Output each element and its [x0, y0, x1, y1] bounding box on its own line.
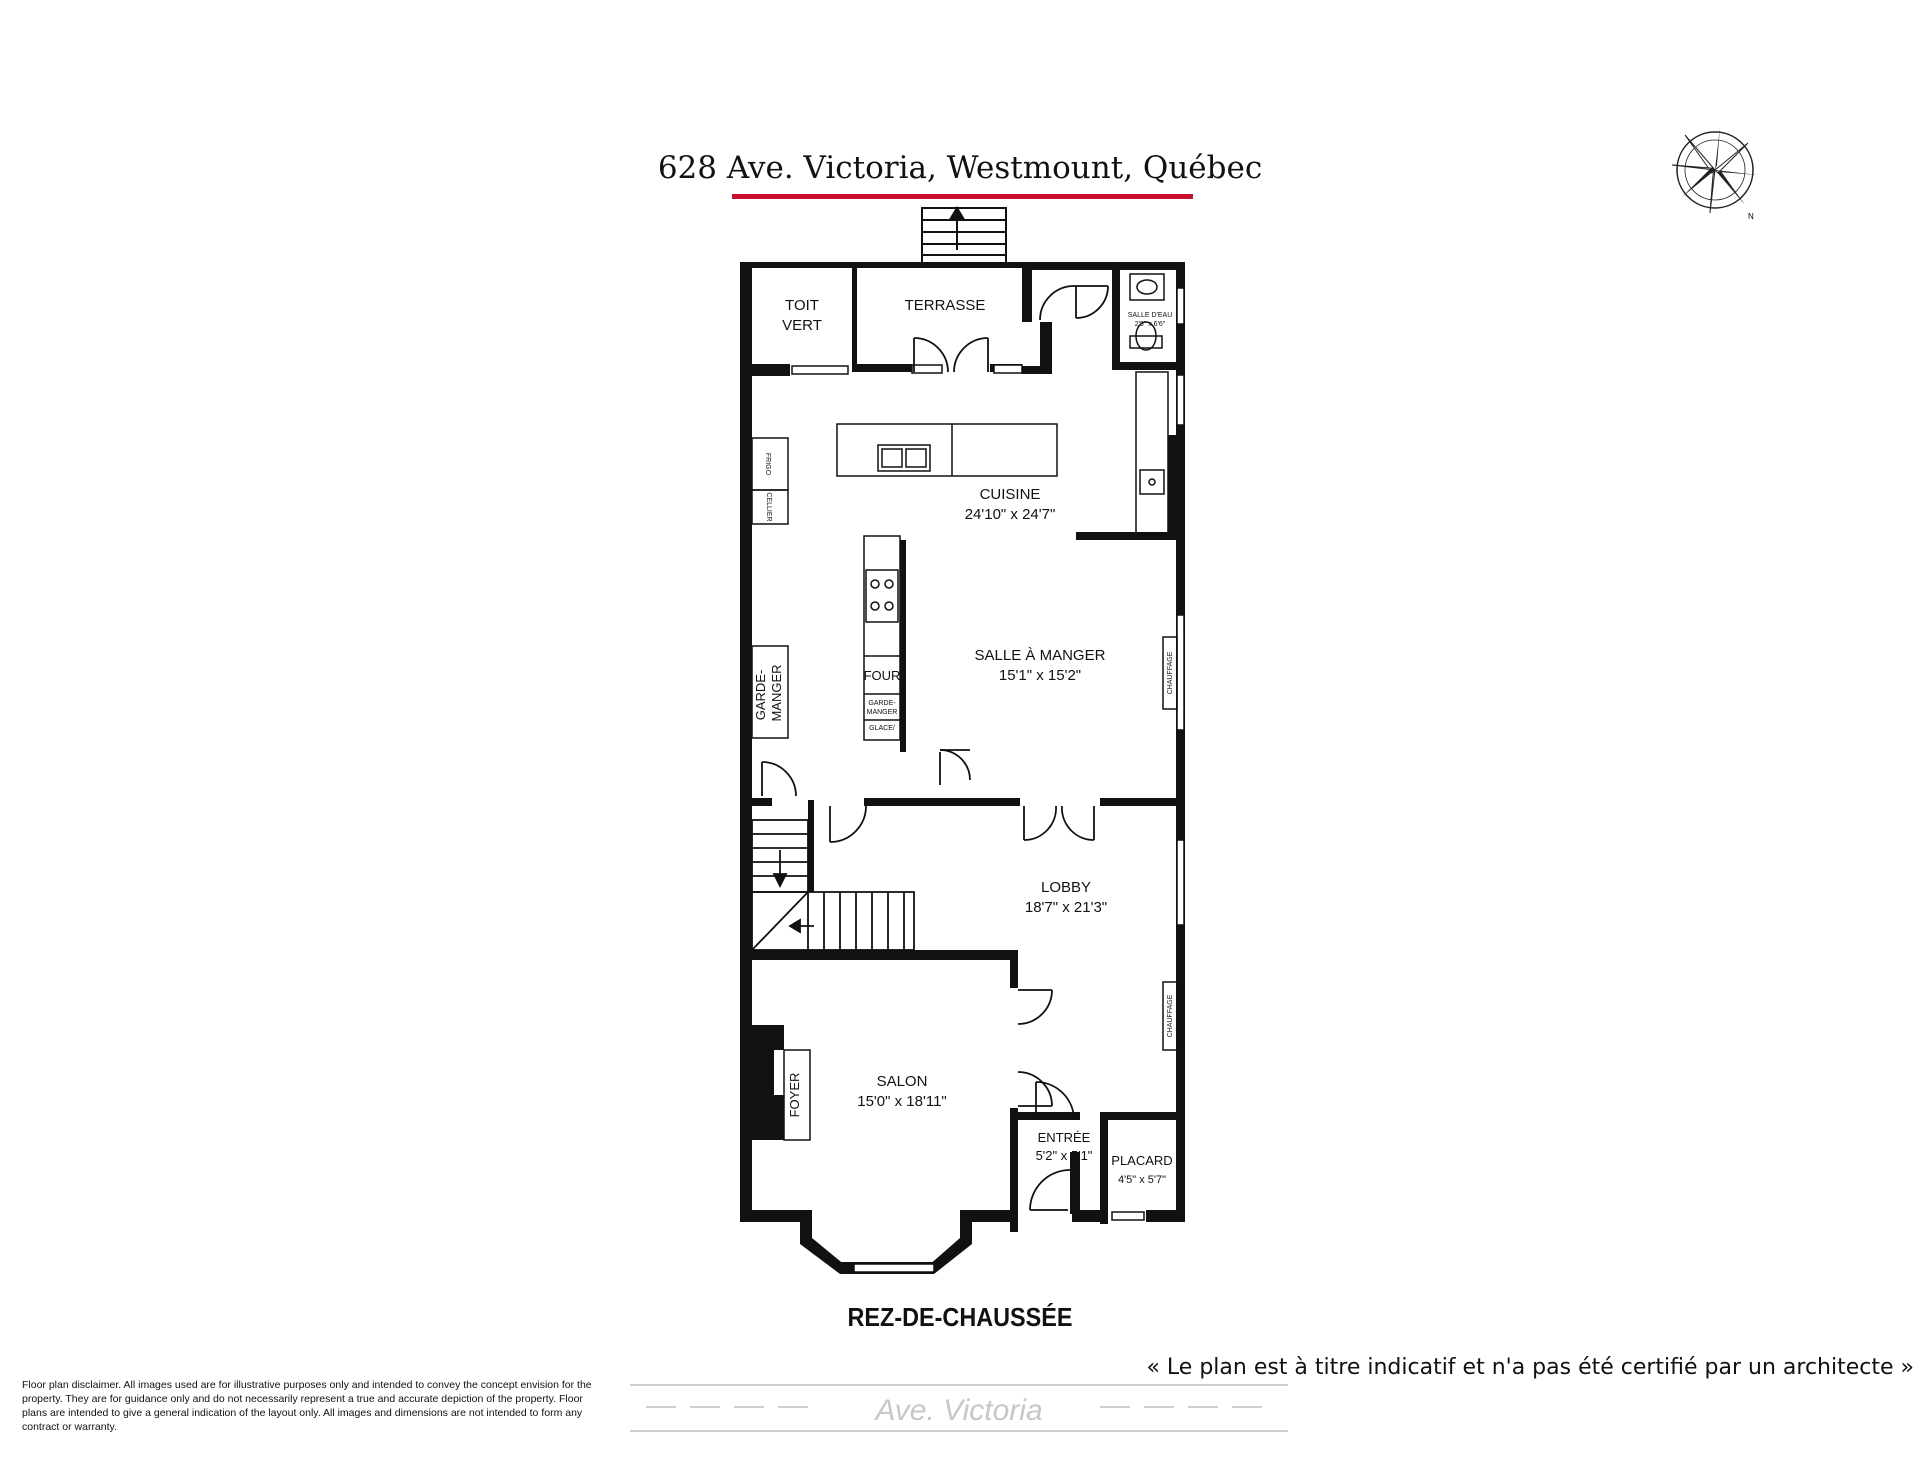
room-label-salon: SALON — [876, 1073, 928, 1090]
garde-manger-label-1: GARDE- — [753, 669, 768, 721]
room-dims-lobby: 18'7" x 21'3" — [1024, 899, 1108, 916]
cellier-label: CELLIER — [765, 492, 772, 522]
street-dash — [1100, 1406, 1130, 1408]
room-label-toit-vert-2: VERT — [782, 317, 822, 334]
garde-manger-label-2: MANGER — [769, 664, 784, 722]
windows — [792, 288, 1184, 1272]
room-label-lobby: LOBBY — [1040, 879, 1092, 896]
room-dims-entree: 5'2" x 5'1" — [1035, 1148, 1093, 1163]
street-line-bottom — [630, 1430, 1288, 1432]
room-label-salle-a-manger: SALLE À MANGER — [974, 647, 1106, 664]
compass-north-label: N — [1748, 212, 1754, 221]
chauffage-label-2: CHAUFFAGE — [1167, 994, 1174, 1038]
glace-label: GLACE/ — [869, 725, 895, 732]
interior-stairs — [752, 820, 914, 950]
room-label-placard: PLACARD — [1111, 1153, 1173, 1168]
disclaimer-english: Floor plan disclaimer. All images used are for illustrative purposes only and intended to convey the concept envision for the property. They are for guidance only and do not necessarily represent a true and accurate depiction of the property. Floor plans are intended to give a general indication of the layout only. All images and dimensions are not intended to form any contract or warranty. — [22, 1379, 592, 1433]
room-dims-salle-deau: 2'8" x 6'6" — [1134, 321, 1166, 328]
property-address-title: 628 Ave. Victoria, Westmount, Québec — [657, 150, 1263, 186]
exterior-stairs — [922, 208, 1006, 264]
room-dims-placard: 4'5" x 5'7" — [1117, 1174, 1167, 1186]
room-label-terrasse: TERRASSE — [904, 297, 986, 314]
room-label-entree: ENTRÉE — [1037, 1130, 1091, 1145]
room-dims-salle-a-manger: 15'1" x 15'2" — [998, 667, 1082, 684]
garde-manger-small-label-1: GARDE- — [868, 700, 896, 707]
frigo-label: FRIGO — [764, 452, 771, 476]
disclaimer-french: « Le plan est à titre indicatif et n'a pas été certifié par un architecte » — [1146, 1355, 1914, 1380]
street-line-top — [630, 1384, 1288, 1386]
room-label-toit-vert-1: TOIT — [785, 297, 819, 314]
street-dash — [1232, 1406, 1262, 1408]
room-dims-salon: 15'0" x 18'11" — [857, 1093, 947, 1110]
street-dash — [1144, 1406, 1174, 1408]
chauffage-label-1: CHAUFFAGE — [1167, 651, 1174, 695]
street-dash — [1188, 1406, 1218, 1408]
walls — [740, 262, 1185, 1274]
street-indicator — [630, 1384, 1288, 1432]
foyer-label: FOYER — [787, 1072, 802, 1118]
kitchen-right-counter — [1136, 372, 1168, 534]
street-name: Ave. Victoria — [875, 1394, 1043, 1427]
four-label: FOUR — [863, 668, 901, 683]
garde-manger-small-label-2: MANGER — [866, 709, 898, 716]
floor-level-label: REZ-DE-CHAUSSÉE — [847, 1302, 1073, 1332]
room-label-salle-deau: SALLE D'EAU — [1127, 312, 1173, 319]
room-label-cuisine: CUISINE — [979, 486, 1041, 503]
room-dims-cuisine: 24'10" x 24'7" — [964, 506, 1056, 523]
heaters — [1163, 637, 1177, 1050]
kitchen-island — [837, 424, 1057, 476]
